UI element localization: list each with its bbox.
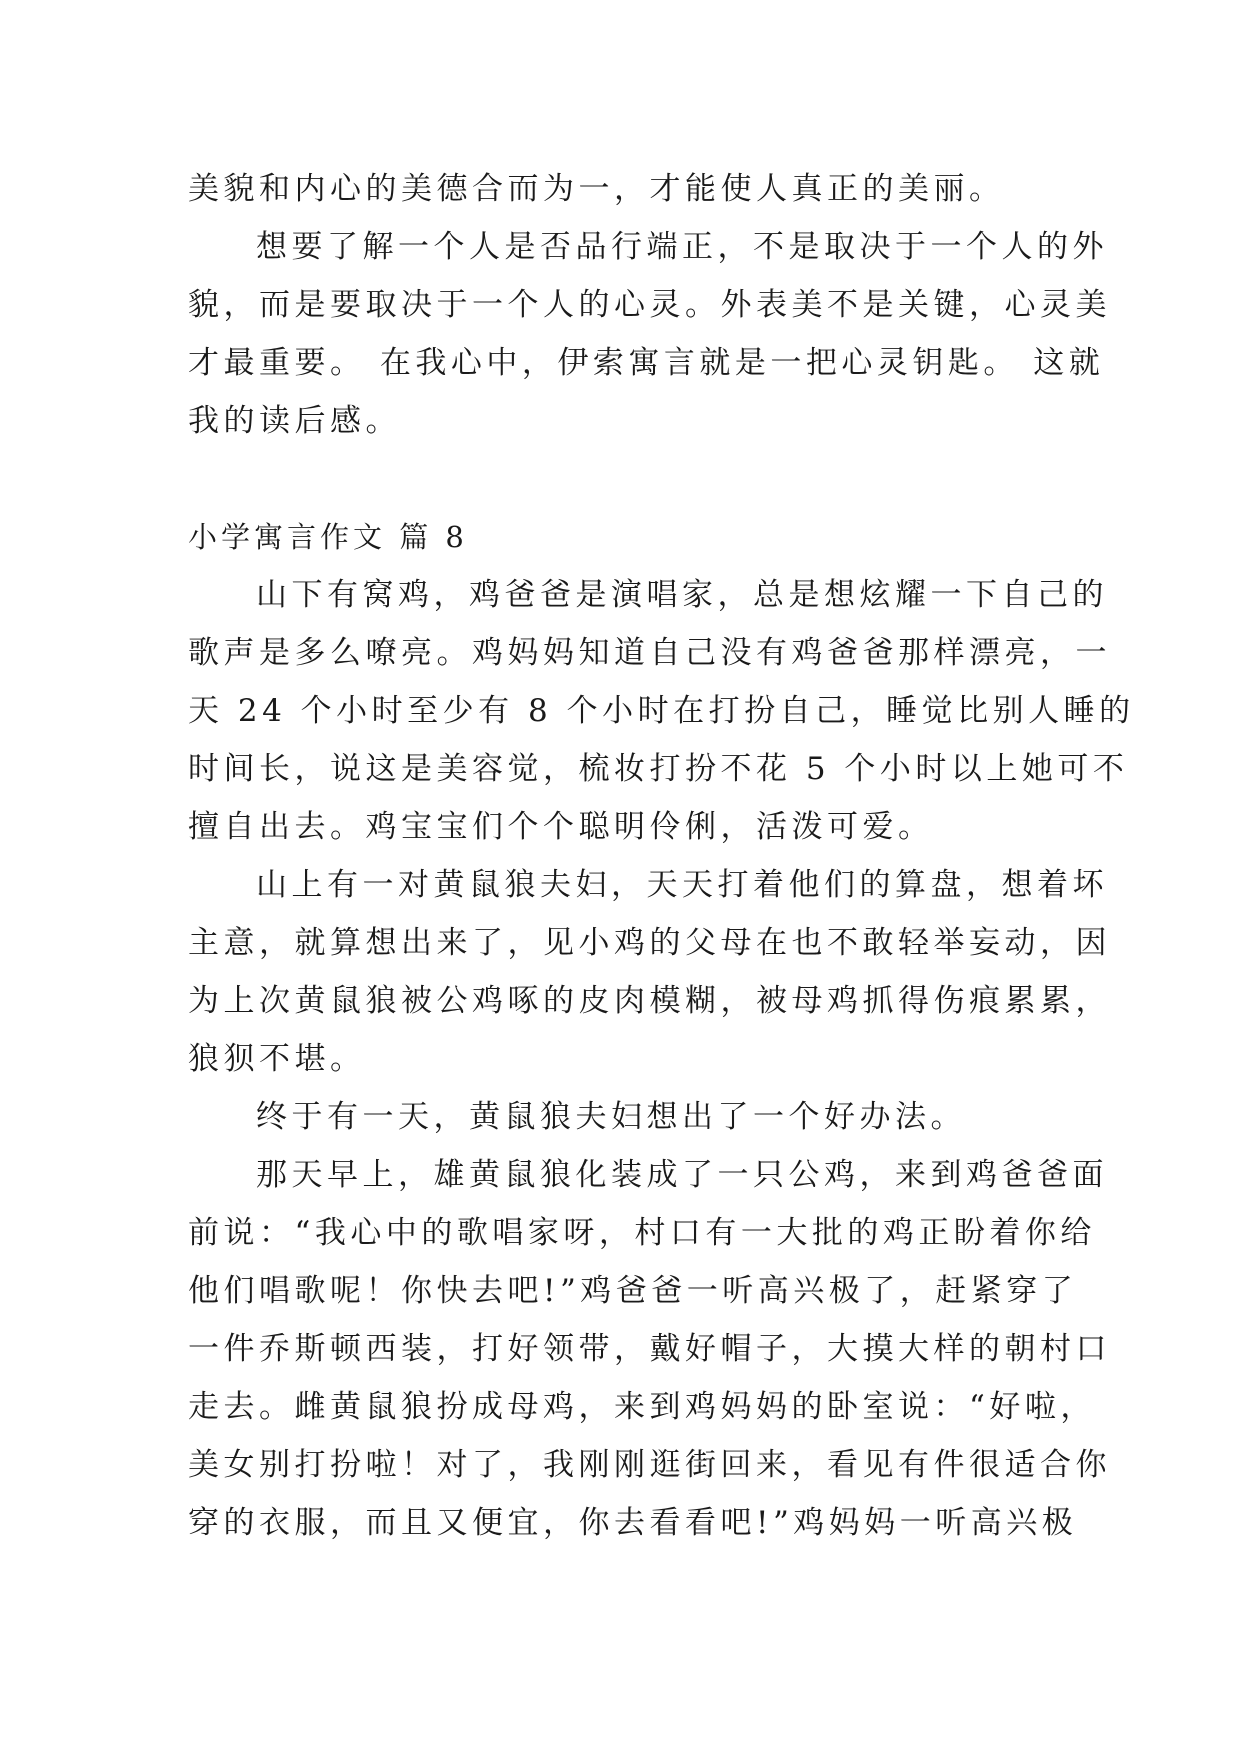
text-line: 他们唱歌呢！你快去吧!”鸡爸爸一听高兴极了，赶紧穿了	[188, 1273, 1078, 1309]
paragraph	[188, 566, 1135, 856]
text-line: 时间长，说这是美容觉，梳妆打扮不花 5 个小时以上她可不	[188, 751, 1129, 787]
text-line: 山上有一对黄鼠狼夫妇，天天打着他们的算盘，想着坏	[256, 867, 1108, 903]
text-line: 山下有窝鸡，鸡爸爸是演唱家，总是想炫耀一下自己的	[256, 577, 1108, 613]
text-line: 天 24 个小时至少有 8 个小时在打扮自己，睡觉比别人睡的	[188, 693, 1135, 729]
text-line: 一件乔斯顿西装，打好领带，戴好帽子，大摸大样的朝村口	[188, 1331, 1111, 1367]
text-line: 主意，就算想出来了，见小鸡的父母在也不敢轻举妄动，因	[188, 925, 1111, 961]
text-line: 擅自出去。鸡宝宝们个个聪明伶俐，活泼可爱。	[188, 809, 934, 845]
section-spacer	[188, 450, 1058, 508]
paragraph	[188, 1088, 1058, 1146]
text-line: 歌声是多么嘹亮。鸡妈妈知道自己没有鸡爸爸那样漂亮，一	[188, 635, 1111, 671]
paragraph-continuation	[188, 160, 1058, 218]
paragraph	[188, 1146, 1111, 1552]
text-line: 穿的衣服，而且又便宜，你去看看吧!”鸡妈妈一听高兴极	[188, 1505, 1078, 1541]
text-line: 我的读后感。	[188, 403, 401, 439]
text-line: 终于有一天，黄鼠狼夫妇想出了一个好办法。	[256, 1099, 966, 1135]
text-line: 前说：“我心中的歌唱家呀，村口有一大批的鸡正盼着你给	[188, 1215, 1096, 1251]
text-line: 想要了解一个人是否品行端正，不是取决于一个人的外	[256, 229, 1108, 265]
section-heading: 小学寓言作文 篇 8	[188, 520, 468, 554]
text-line: 美女别打扮啦！对了，我刚刚逛街回来，看见有件很适合你	[188, 1447, 1111, 1483]
text-line: 才最重要。 在我心中，伊索寓言就是一把心灵钥匙。 这就	[188, 345, 1105, 381]
text-line: 那天早上，雄黄鼠狼化装成了一只公鸡，来到鸡爸爸面	[256, 1157, 1108, 1193]
document-body	[188, 160, 1135, 1552]
text-line: 走去。雌黄鼠狼扮成母鸡，来到鸡妈妈的卧室说：“好啦，	[188, 1389, 1096, 1425]
text-line: 美貌和内心的美德合而为一，才能使人真正的美丽。	[188, 171, 1005, 207]
text-line: 为上次黄鼠狼被公鸡啄的皮肉模糊，被母鸡抓得伤痕累累，	[188, 983, 1111, 1019]
paragraph	[188, 856, 1111, 1088]
text-line: 狼狈不堪。	[188, 1041, 366, 1077]
paragraph	[188, 218, 1111, 450]
text-line: 貌，而是要取决于一个人的心灵。外表美不是关键，心灵美	[188, 287, 1111, 323]
